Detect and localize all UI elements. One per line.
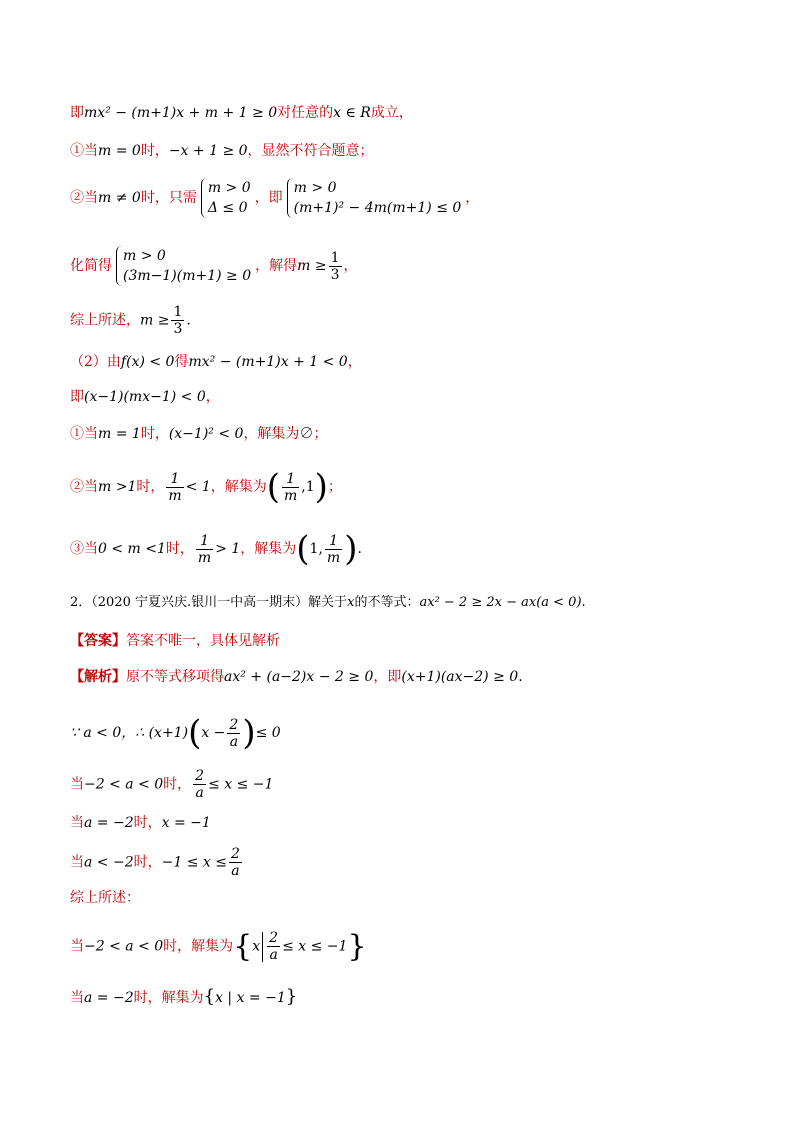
system-row: m > 0: [207, 180, 251, 196]
right-paren: ): [314, 467, 328, 507]
line-15: [70, 768, 273, 801]
line-19: [70, 930, 367, 963]
text: ②当: [70, 190, 98, 206]
math: x: [252, 938, 261, 955]
math: ∅: [299, 426, 314, 442]
denominator: m: [168, 487, 182, 504]
text: ，: [343, 258, 358, 274]
fraction: [325, 533, 342, 566]
equation-system: [201, 178, 251, 218]
math: m ≠ 0: [98, 190, 141, 206]
numerator: 1: [166, 471, 183, 488]
system-row: m > 0: [123, 248, 166, 264]
text: ，即: [254, 190, 283, 206]
system-row: m > 0: [293, 180, 337, 196]
left-paren: (: [266, 467, 281, 507]
left-paren: (: [296, 529, 310, 569]
math: 0 < m <1: [98, 541, 166, 557]
line-17: [70, 846, 244, 879]
text: ①当: [70, 426, 98, 442]
text: ②当: [70, 479, 98, 495]
text: ，显然不符合题意；: [247, 143, 374, 159]
math: mx² − (m+1)x + 1 < 0: [188, 354, 348, 370]
fraction: [193, 768, 206, 801]
math: x = −1: [161, 815, 211, 831]
line-7: [70, 388, 220, 406]
equation-system: [287, 178, 462, 218]
math: −2 < a < 0: [84, 938, 164, 955]
text: ，: [205, 389, 220, 405]
text: 当: [70, 815, 84, 831]
denominator: 3: [173, 321, 183, 337]
numerator: 2: [229, 716, 239, 733]
line-14: [70, 713, 281, 753]
text: 化简得: [70, 258, 112, 274]
line-9: [70, 467, 342, 507]
numerator: 2: [230, 846, 240, 862]
text: 时，只需: [140, 190, 197, 206]
problem-2: [70, 594, 586, 612]
math: m = 1: [98, 426, 141, 442]
text: （2）由: [70, 354, 121, 370]
text: 时，: [133, 854, 162, 871]
fraction: [166, 471, 183, 504]
denominator: m: [197, 549, 212, 566]
text: 得: [174, 354, 189, 370]
denominator: a: [195, 785, 204, 801]
math: (x+1)(ax−2) ≥ 0: [401, 669, 519, 685]
math: x −: [201, 725, 226, 741]
math: m ≥: [140, 312, 170, 329]
right-brace: }: [285, 986, 298, 1007]
text: ，即: [373, 669, 402, 685]
denominator: a: [269, 947, 278, 963]
numerator: 1: [282, 471, 299, 488]
denominator: 3: [330, 266, 340, 283]
system-row: (m+1)² − 4m(m+1) ≤ 0: [293, 200, 462, 216]
math: f(x) < 0: [120, 354, 175, 370]
denominator: m: [284, 487, 298, 504]
line-5: [70, 304, 191, 337]
math: a = −2: [84, 815, 134, 831]
text: ，解集为: [243, 426, 300, 442]
numerator: 1: [173, 304, 183, 320]
numerator: 1: [325, 533, 342, 550]
text: .: [357, 541, 362, 557]
line-1: [70, 104, 413, 122]
math: ≤ 0: [255, 725, 281, 741]
text: ③当: [70, 541, 98, 557]
line-2: [70, 142, 374, 160]
line-3: [70, 178, 479, 218]
math: (x−1)² < 0: [168, 426, 244, 442]
math: ≤ x ≤ −1: [282, 938, 348, 955]
line-4: [70, 246, 358, 286]
system-row: (3m−1)(m+1) ≥ 0: [123, 268, 252, 284]
text: ①当: [70, 143, 98, 159]
math: −2 < a < 0: [84, 776, 164, 793]
line-10: [70, 529, 362, 569]
text: ，解集为: [210, 479, 267, 495]
text: .: [518, 669, 523, 685]
text: 的不等式：: [354, 595, 420, 610]
math: a < −2: [84, 854, 134, 871]
text: 时，: [163, 776, 192, 793]
text: 时，: [133, 815, 162, 831]
right-brace: }: [347, 928, 367, 964]
text: 当: [70, 854, 84, 871]
answer-tag: 【答案】: [70, 633, 126, 649]
left-brace: {: [203, 986, 216, 1007]
text: ，: [347, 354, 362, 370]
analysis-line: [70, 668, 523, 686]
math: −x + 1 ≥ 0: [168, 143, 248, 159]
numerator: 2: [269, 930, 279, 946]
denominator: a: [231, 863, 240, 879]
text: 综上所述，: [70, 312, 140, 329]
text: ，解得: [255, 258, 298, 274]
right-paren: ): [344, 529, 358, 569]
left-brace: {: [233, 928, 253, 964]
text: 当: [70, 938, 84, 955]
text: ，: [465, 190, 480, 206]
math: ax² + (a−2)x − 2 ≥ 0: [224, 669, 374, 685]
math: ≤ x ≤ −1: [208, 776, 274, 793]
text: 时，: [165, 541, 194, 557]
numerator: 2: [195, 768, 205, 784]
math: (x−1)(mx−1) < 0: [84, 389, 206, 405]
math: x ∈ R: [333, 105, 371, 121]
text: .: [186, 312, 191, 329]
math: −1 ≤ x ≤: [161, 854, 227, 871]
text: 2．（2020 宁夏兴庆.银川一中高一期末）解关于: [70, 595, 348, 610]
text: 时，: [136, 479, 165, 495]
line-6: [70, 353, 362, 371]
math: > 1: [215, 541, 241, 557]
text: 当: [70, 990, 84, 1006]
math: 1,: [309, 541, 323, 557]
analysis-tag: 【解析】: [70, 669, 126, 685]
math: x | x = −1: [215, 990, 286, 1006]
fraction: [171, 304, 184, 337]
math: a = −2: [84, 990, 134, 1006]
equation-system: [116, 246, 251, 286]
text: 即: [70, 105, 84, 121]
text: ；: [313, 426, 328, 442]
text: 时，解集为: [163, 938, 234, 955]
text: 当: [70, 776, 84, 793]
left-paren: (: [188, 713, 202, 753]
numerator: 1: [196, 533, 213, 550]
text: 即: [70, 389, 84, 405]
text: 原不等式移项得: [126, 669, 224, 685]
line-16: [70, 814, 211, 832]
system-row: Δ ≤ 0: [207, 200, 248, 216]
text: 成立，: [370, 105, 413, 121]
math: ax² − 2 ≥ 2x − ax(a < 0): [419, 595, 582, 610]
text: 时，解集为: [133, 990, 204, 1006]
fraction: [282, 471, 299, 504]
math: m ≥: [297, 258, 327, 274]
set-bar: [262, 932, 263, 962]
fraction: [267, 930, 280, 963]
text: ，解集为: [240, 541, 297, 557]
fraction: [196, 533, 213, 566]
numerator: 1: [330, 249, 340, 266]
text: 答案不唯一，具体见解析: [126, 633, 280, 649]
math: x: [347, 595, 355, 610]
math: ∵ a < 0，∴ (x+1): [70, 725, 189, 741]
fraction: [227, 717, 240, 750]
fraction: [229, 846, 242, 879]
text: .: [581, 595, 586, 610]
denominator: m: [326, 549, 341, 566]
math: ,1: [301, 479, 315, 495]
text: 时，: [140, 426, 169, 442]
fraction: [329, 250, 342, 283]
math: m >1: [98, 479, 137, 495]
right-paren: ): [242, 713, 256, 753]
denominator: a: [229, 733, 239, 750]
text: 综上所述：: [70, 890, 140, 906]
math: < 1: [185, 479, 211, 495]
line-18: [70, 889, 140, 907]
text: 时，: [140, 143, 169, 159]
math: mx² − (m+1)x + m + 1 ≥ 0: [84, 105, 278, 121]
text: 对任意的: [277, 105, 334, 121]
line-8: [70, 425, 327, 443]
answer-line: [70, 632, 280, 650]
text: ；: [327, 479, 342, 495]
line-20: [70, 988, 297, 1007]
math: m = 0: [98, 143, 141, 159]
